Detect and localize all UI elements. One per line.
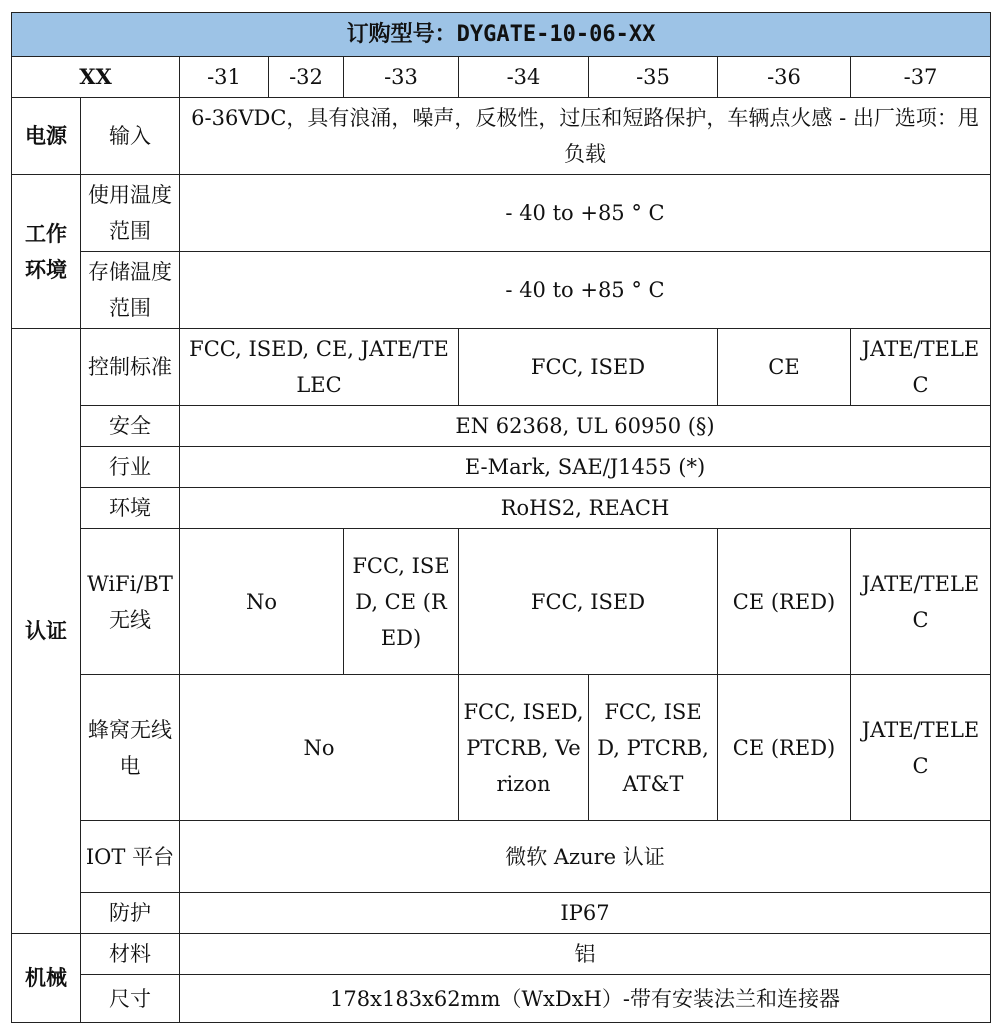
header-model-32: -32 xyxy=(269,57,344,98)
value-industry: E-Mark, SAE/J1455 (*) xyxy=(180,447,991,488)
value-control-31-33: FCC, ISED, CE, JATE/TELEC xyxy=(180,329,459,406)
model-header-row xyxy=(12,57,991,98)
label-storage-temp: 存储温度范围 xyxy=(81,252,180,329)
label-cellular: 蜂窝无线电 xyxy=(81,675,180,821)
label-wifi-bt: WiFi/BT 无线 xyxy=(81,529,180,675)
value-wifi-33: FCC, ISED, CE (RED) xyxy=(344,529,459,675)
label-material: 材料 xyxy=(81,934,180,975)
protection-row xyxy=(12,893,991,934)
storage-temp-row xyxy=(12,252,991,329)
value-wifi-34-35: FCC, ISED xyxy=(459,529,718,675)
label-input: 输入 xyxy=(81,98,180,175)
group-power: 电源 xyxy=(12,98,81,175)
header-model-33: -33 xyxy=(344,57,459,98)
value-protection: IP67 xyxy=(180,893,991,934)
value-wifi-31-32: No xyxy=(180,529,344,675)
safety-row xyxy=(12,406,991,447)
label-industry: 行业 xyxy=(81,447,180,488)
group-environment xyxy=(12,175,81,329)
industry-row xyxy=(12,447,991,488)
value-iot-platform: 微软 Azure 认证 xyxy=(180,821,991,893)
power-input-row xyxy=(12,98,991,175)
value-cellular-34: FCC, ISED, PTCRB, Verizon xyxy=(459,675,589,821)
value-control-36: CE xyxy=(718,329,851,406)
value-cert-environment: RoHS2, REACH xyxy=(180,488,991,529)
value-cellular-36: CE (RED) xyxy=(718,675,851,821)
group-certification: 认证 xyxy=(12,329,81,934)
value-control-34-35: FCC, ISED xyxy=(459,329,718,406)
label-safety: 安全 xyxy=(81,406,180,447)
cert-environment-row xyxy=(12,488,991,529)
table-title: 订购型号：DYGATE-10-06-XX xyxy=(12,13,991,57)
iot-platform-row xyxy=(12,821,991,893)
operating-temp-row xyxy=(12,175,991,252)
value-cellular-31-33: No xyxy=(180,675,459,821)
header-model-37: -37 xyxy=(851,57,991,98)
value-cellular-37: JATE/TELEC xyxy=(851,675,991,821)
value-material: 铝 xyxy=(180,934,991,975)
spec-table xyxy=(11,12,991,1023)
value-input: 6-36VDC，具有浪涌，噪声，反极性，过压和短路保护，车辆点火感 - 出厂选项：甩负载 xyxy=(180,98,991,175)
header-model-36: -36 xyxy=(718,57,851,98)
cellular-row xyxy=(12,675,991,821)
group-environment-line2: 环境 xyxy=(25,257,67,282)
label-cert-environment: 环境 xyxy=(81,488,180,529)
header-xx: XX xyxy=(12,57,180,98)
material-row xyxy=(12,934,991,975)
group-mechanical: 机械 xyxy=(12,934,81,1023)
value-operating-temp: - 40 to +85 ° C xyxy=(180,175,991,252)
header-model-35: -35 xyxy=(589,57,718,98)
value-control-37: JATE/TELEC xyxy=(851,329,991,406)
value-wifi-37: JATE/TELEC xyxy=(851,529,991,675)
label-operating-temp: 使用温度范围 xyxy=(81,175,180,252)
label-size: 尺寸 xyxy=(81,975,180,1023)
label-protection: 防护 xyxy=(81,893,180,934)
header-model-31: -31 xyxy=(180,57,269,98)
control-standard-row xyxy=(12,329,991,406)
value-safety: EN 62368, UL 60950 (§) xyxy=(180,406,991,447)
label-iot-platform: IOT 平台 xyxy=(81,821,180,893)
value-cellular-35: FCC, ISED, PTCRB, AT&T xyxy=(589,675,718,821)
wifi-bt-row xyxy=(12,529,991,675)
value-size: 178x183x62mm（WxDxH）-带有安装法兰和连接器 xyxy=(180,975,991,1023)
value-wifi-36: CE (RED) xyxy=(718,529,851,675)
size-row xyxy=(12,975,991,1023)
header-model-34: -34 xyxy=(459,57,589,98)
label-control-standard: 控制标准 xyxy=(81,329,180,406)
group-environment-line1: 工作 xyxy=(25,221,67,246)
value-storage-temp: - 40 to +85 ° C xyxy=(180,252,991,329)
